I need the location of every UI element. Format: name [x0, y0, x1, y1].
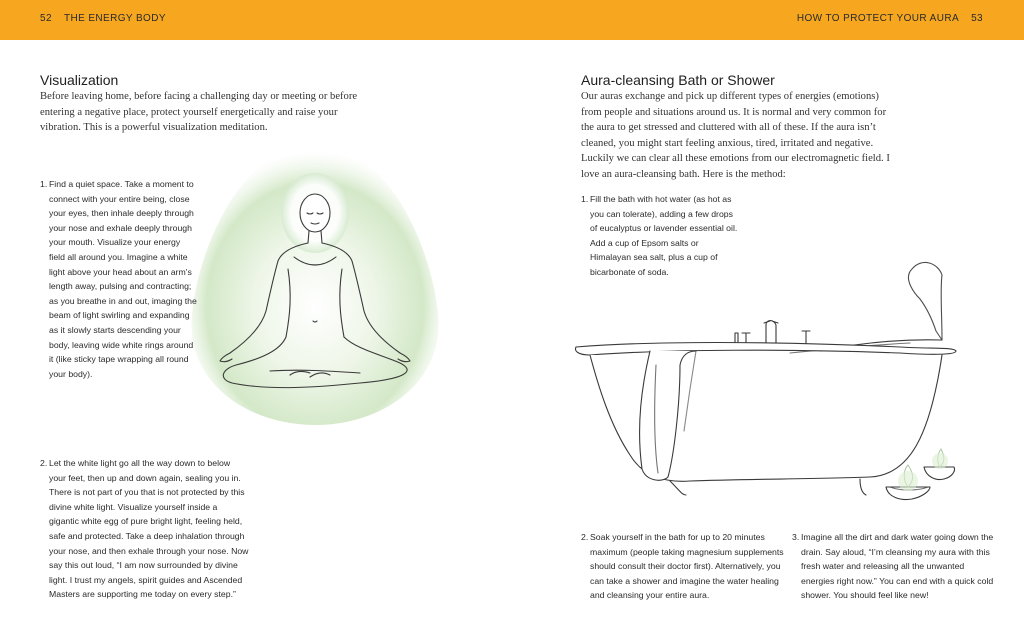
meditating-figure-aura-illustration: [170, 125, 460, 455]
step-text: Let the white light go all the way down to below your feet, then up and down again, sealing you in. There is not part of you that is not protected by this divine white light. Visualize yourself inside a gigantic white egg of pure bright light, feeling held, safe and protected. Take a deep inhalation through your nose, and then exhale through your nose. Now say this out loud, “I am now surrounded by divine light. I trust my angels, spirit guides and Ascended Masters are supporting me today on every step.”: [49, 458, 249, 600]
bath-intro: Our auras exchange and pick up different types of energies (emotions) from people and situations around us. It is normal and very common for the aura to get stressed and cluttered with all of these. If the aura isn’t cleaned, you might start feeling anxious, tired, irritated and negative. Luckily we can clear all these emotions from our electromagnetic field. I love an aura-cleansing bath. Here is the method:: [581, 91, 890, 180]
step-text: Fill the bath with hot water (as hot as you can tolerate), adding a few drops of eucalyptus or lavender essential oil. Add a cup of Epsom salts or Himalayan sea salt, plus a cup of bicarbonate of soda.: [590, 194, 738, 277]
left-running-title: THE ENERGY BODY: [63, 13, 166, 24]
visualization-intro: Before leaving home, before facing a challenging day or meeting or before entering a negative place, protect yourself energetically and raise your vibration. This is a powerful visualization meditation.: [40, 91, 358, 133]
step-number: 1.: [581, 194, 589, 204]
step-text: Imagine all the dirt and dark water going down the drain. Say aloud, “I’m cleansing my aura with this fresh water and releasing all the unwanted energies right now.” You can end with a quick cold shower. You should feel like new!: [801, 532, 994, 601]
right-running-head: [797, 13, 983, 24]
step-number: 1.: [40, 179, 48, 189]
bath-title: Aura-cleansing Bath or Shower: [581, 72, 775, 88]
left-page-number: 52: [40, 13, 52, 24]
visualization-step-2: [40, 456, 249, 602]
bath-step-3: [792, 530, 996, 603]
step-number: 2.: [40, 458, 48, 468]
right-running-title: HOW TO PROTECT YOUR AURA: [796, 13, 960, 24]
left-running-head: [40, 13, 166, 24]
step-number: 3.: [792, 532, 800, 542]
visualization-title: Visualization: [40, 72, 119, 88]
right-page-number: 53: [971, 13, 983, 24]
step-text: Soak yourself in the bath for up to 20 minutes maximum (people taking magnesium supplements should consult their doctor first). Alternatively, you can take a shower and imagine the water healing and cleansing your entire aura.: [590, 532, 784, 601]
visualization-step-1: [40, 177, 197, 381]
header-bar: [0, 0, 1024, 40]
step-text: Find a quiet space. Take a moment to connect with your entire being, close your eyes, then inhale deeply through your nose and exhale deeply through your mouth. Visualize your energy field all around you. Imagine a white light above your head about an arm’s length away, pulsing and contracting; as you breathe in and out, imaging the beam of light swirling and expanding as it slowly starts descending your body, leaving wide white rings around it (like sticky tape wrapping all round your body).: [49, 179, 197, 379]
bath-step-2: [581, 530, 790, 603]
step-number: 2.: [581, 532, 589, 542]
bathtub-illustration: [570, 255, 960, 525]
